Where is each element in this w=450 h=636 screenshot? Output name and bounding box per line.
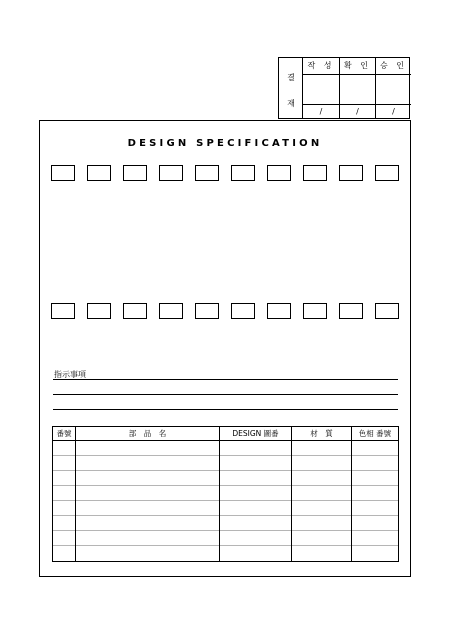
notes-line[interactable] <box>53 394 398 395</box>
column-header-no: 番號 <box>56 429 72 438</box>
entry-box[interactable] <box>375 165 399 181</box>
entry-box[interactable] <box>123 303 147 319</box>
spec-frame <box>39 120 411 577</box>
table-row[interactable] <box>53 530 398 531</box>
column-header-design-no: DESIGN 圖番 <box>232 429 279 438</box>
approval-header: 확 인 <box>340 58 375 75</box>
notes-line[interactable] <box>53 409 398 410</box>
approval-col-write <box>303 58 339 118</box>
approval-side-label <box>279 58 303 118</box>
entry-box[interactable] <box>51 303 75 319</box>
column-header-color-no: 色相 番號 <box>358 429 392 438</box>
entry-box[interactable] <box>159 165 183 181</box>
approval-col-check <box>340 58 375 118</box>
entry-box[interactable] <box>339 165 363 181</box>
column-header-part-name: 部 品 名 <box>128 429 167 438</box>
approval-side-top: 결 <box>287 73 295 82</box>
approval-col-approve <box>376 58 411 118</box>
box-row-top <box>51 165 399 181</box>
page-title: DESIGN SPECIFICATION <box>127 138 323 149</box>
entry-box[interactable] <box>87 303 111 319</box>
entry-box[interactable] <box>231 165 255 181</box>
table-row[interactable] <box>53 485 398 486</box>
entry-box[interactable] <box>339 303 363 319</box>
approval-header: 작 성 <box>303 58 339 75</box>
entry-box[interactable] <box>123 165 147 181</box>
signature-cell[interactable] <box>340 75 375 105</box>
entry-box[interactable] <box>303 303 327 319</box>
table-row[interactable] <box>53 515 398 516</box>
table-row[interactable] <box>53 500 398 501</box>
approval-box <box>278 57 410 119</box>
date-cell[interactable]: / <box>392 107 395 116</box>
table-row[interactable] <box>53 455 398 456</box>
entry-box[interactable] <box>267 165 291 181</box>
entry-box[interactable] <box>195 165 219 181</box>
signature-cell[interactable] <box>303 75 339 105</box>
signature-cell[interactable] <box>376 75 411 105</box>
notes-line[interactable] <box>53 379 398 380</box>
approval-side-bottom: 재 <box>287 99 295 108</box>
entry-box[interactable] <box>303 165 327 181</box>
date-cell[interactable]: / <box>356 107 359 116</box>
table-row[interactable] <box>53 545 398 546</box>
date-cell[interactable]: / <box>319 107 323 116</box>
entry-box[interactable] <box>87 165 111 181</box>
notes-label: 指示事項 <box>54 370 86 379</box>
entry-box[interactable] <box>231 303 255 319</box>
approval-header: 승 인 <box>376 58 411 75</box>
column-header-material: 材 質 <box>310 429 333 438</box>
entry-box[interactable] <box>267 303 291 319</box>
entry-box[interactable] <box>159 303 183 319</box>
table-row[interactable] <box>53 470 398 471</box>
parts-table <box>52 426 399 562</box>
entry-box[interactable] <box>375 303 399 319</box>
box-row-bottom <box>51 303 399 319</box>
entry-box[interactable] <box>195 303 219 319</box>
entry-box[interactable] <box>51 165 75 181</box>
